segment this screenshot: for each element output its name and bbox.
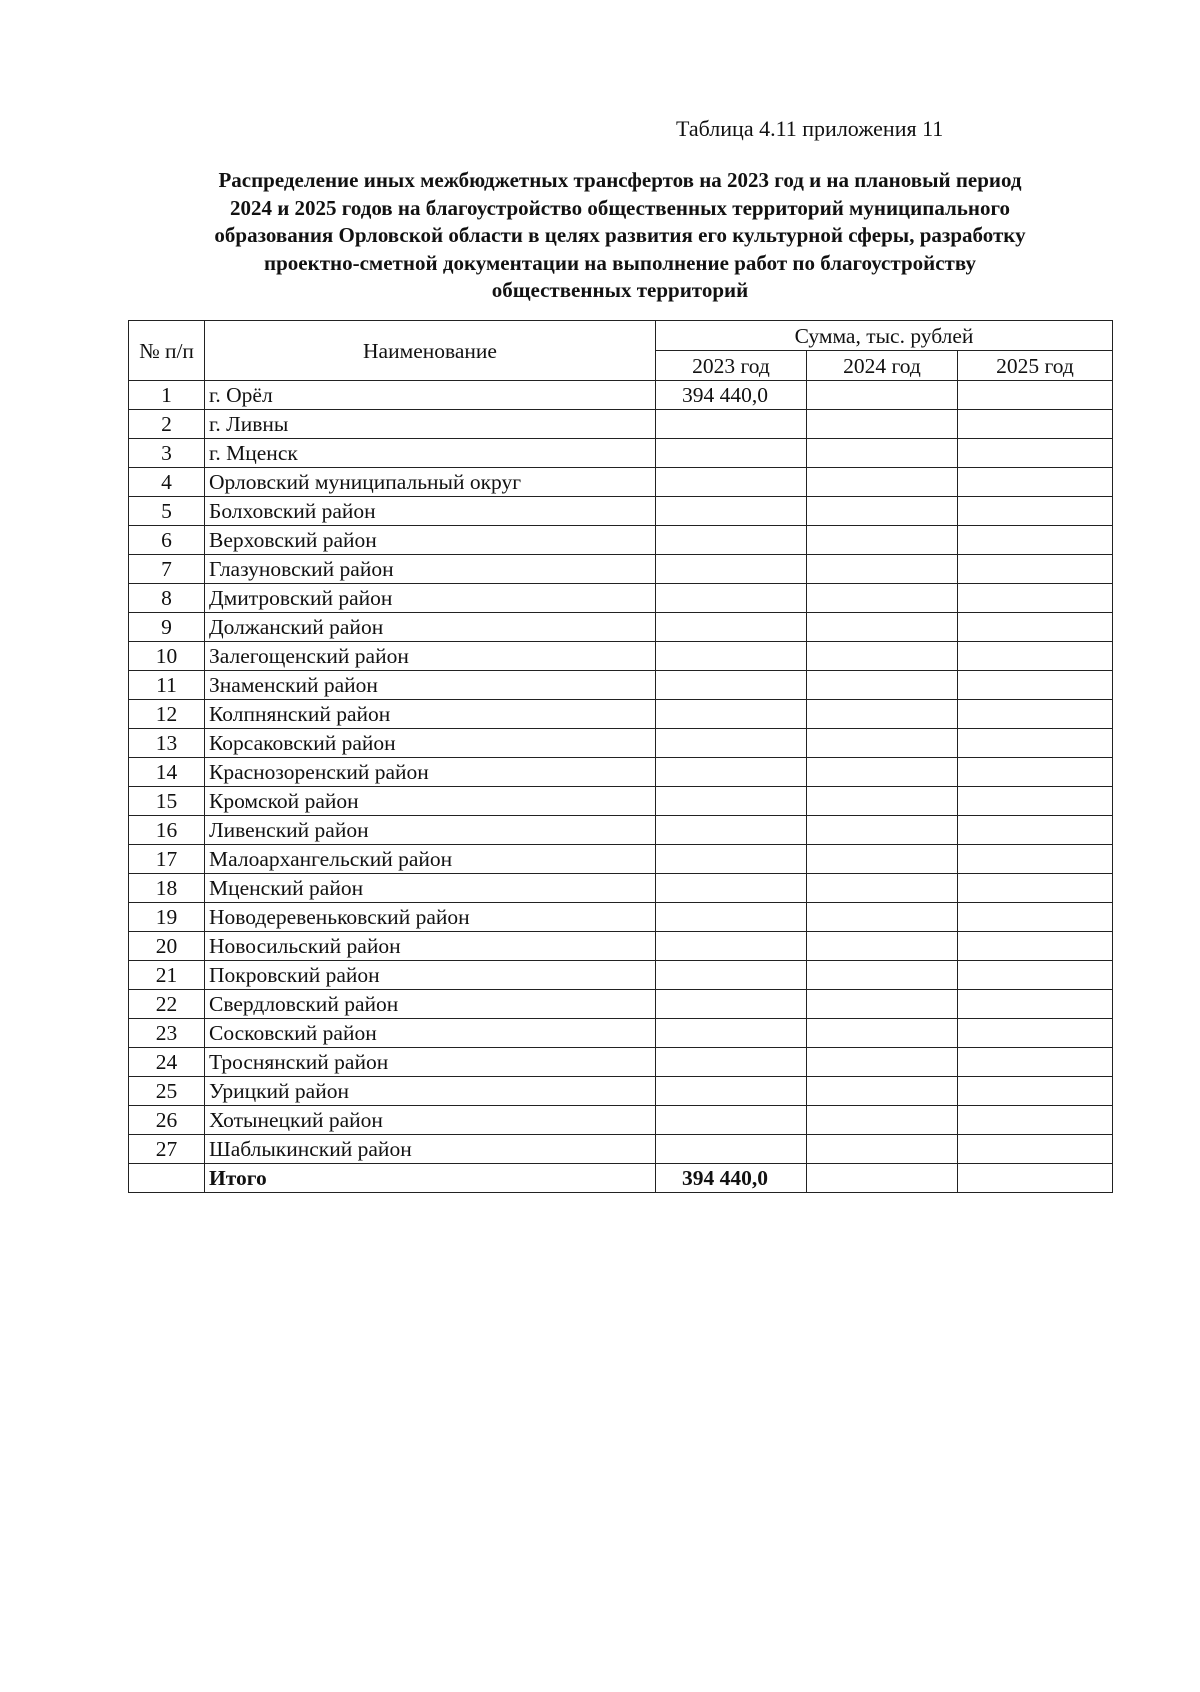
row-value-2025	[958, 845, 1113, 874]
row-name: Кромской район	[205, 787, 656, 816]
table-row	[129, 1135, 1113, 1164]
row-value-2023	[656, 1135, 807, 1164]
table-row	[129, 845, 1113, 874]
row-number: 7	[129, 555, 205, 584]
row-value-2025	[958, 961, 1113, 990]
document-title	[130, 167, 1110, 305]
row-value-2024	[807, 787, 958, 816]
row-name: Должанский район	[205, 613, 656, 642]
table-row	[129, 816, 1113, 845]
table-row	[129, 729, 1113, 758]
table-row	[129, 584, 1113, 613]
row-value-2024	[807, 613, 958, 642]
title-line: 2024 и 2025 годов на благоустройство общественных территорий муниципального	[229, 195, 1011, 220]
row-value-2025	[958, 555, 1113, 584]
row-number: 22	[129, 990, 205, 1019]
row-value-2023	[656, 1106, 807, 1135]
header-year-2025: 2025 год	[958, 351, 1113, 381]
row-value-2024	[807, 410, 958, 439]
row-name: Верховский район	[205, 526, 656, 555]
row-value-2023	[656, 874, 807, 903]
table-row	[129, 439, 1113, 468]
row-number: 2	[129, 410, 205, 439]
table-row	[129, 990, 1113, 1019]
row-name: Новосильский район	[205, 932, 656, 961]
table-row	[129, 642, 1113, 671]
row-value-2025	[958, 1077, 1113, 1106]
row-number: 19	[129, 903, 205, 932]
total-label: Итого	[205, 1164, 656, 1193]
row-name: Хотынецкий район	[205, 1106, 656, 1135]
row-value-2024	[807, 526, 958, 555]
row-value-2024	[807, 845, 958, 874]
row-number: 27	[129, 1135, 205, 1164]
row-value-2024	[807, 903, 958, 932]
row-name: Ливенский район	[205, 816, 656, 845]
row-value-2025	[958, 439, 1113, 468]
row-value-2025	[958, 526, 1113, 555]
distribution-table	[128, 320, 1113, 1193]
table-row	[129, 613, 1113, 642]
row-value-2023	[656, 1048, 807, 1077]
row-value-2023	[656, 642, 807, 671]
table-row	[129, 1106, 1113, 1135]
table-row	[129, 526, 1113, 555]
table-row	[129, 410, 1113, 439]
row-value-2024	[807, 700, 958, 729]
table-row	[129, 671, 1113, 700]
row-name: г. Орёл	[205, 381, 656, 410]
row-value-2025	[958, 874, 1113, 903]
row-number: 24	[129, 1048, 205, 1077]
row-value-2024	[807, 497, 958, 526]
table-row	[129, 1019, 1113, 1048]
row-value-2025	[958, 932, 1113, 961]
row-name: Залегощенский район	[205, 642, 656, 671]
row-number: 15	[129, 787, 205, 816]
table-row	[129, 874, 1113, 903]
row-number: 14	[129, 758, 205, 787]
row-value-2023	[656, 700, 807, 729]
table-row	[129, 932, 1113, 961]
row-name: Краснозоренский район	[205, 758, 656, 787]
table-reference: Таблица 4.11 приложения 11	[676, 116, 944, 141]
row-value-2023	[656, 729, 807, 758]
row-value-2025	[958, 816, 1113, 845]
table-row	[129, 468, 1113, 497]
row-value-2023	[656, 816, 807, 845]
row-name: Сосковский район	[205, 1019, 656, 1048]
row-value-2024	[807, 816, 958, 845]
row-name: Шаблыкинский район	[205, 1135, 656, 1164]
row-value-2023	[656, 439, 807, 468]
row-name: Колпнянский район	[205, 700, 656, 729]
row-value-2023	[656, 671, 807, 700]
row-value-2023	[656, 758, 807, 787]
row-value-2023	[656, 613, 807, 642]
row-name: г. Ливны	[205, 410, 656, 439]
row-value-2024	[807, 381, 958, 410]
row-value-2023	[656, 1019, 807, 1048]
row-name: Малоархангельский район	[205, 845, 656, 874]
row-value-2025	[958, 1048, 1113, 1077]
row-value-2025	[958, 700, 1113, 729]
title-line: проектно-сметной документации на выполнение работ по благоустройству	[264, 250, 976, 275]
table-row	[129, 961, 1113, 990]
row-value-2023	[656, 932, 807, 961]
row-value-2025	[958, 584, 1113, 613]
row-name: г. Мценск	[205, 439, 656, 468]
row-value-2024	[807, 468, 958, 497]
row-value-2023	[656, 410, 807, 439]
table-row	[129, 1048, 1113, 1077]
row-value-2025	[958, 468, 1113, 497]
row-value-2023	[656, 555, 807, 584]
row-value-2024	[807, 1135, 958, 1164]
row-number: 10	[129, 642, 205, 671]
row-value-2025	[958, 410, 1113, 439]
table-row	[129, 497, 1113, 526]
row-name: Болховский район	[205, 497, 656, 526]
row-value-2024	[807, 1077, 958, 1106]
row-number: 4	[129, 468, 205, 497]
row-number: 18	[129, 874, 205, 903]
row-value-2023	[656, 468, 807, 497]
table-body	[129, 381, 1113, 1193]
row-value-2024	[807, 729, 958, 758]
row-value-2025	[958, 903, 1113, 932]
row-name: Знаменский район	[205, 671, 656, 700]
row-number: 9	[129, 613, 205, 642]
row-value-2024	[807, 555, 958, 584]
row-value-2023	[656, 584, 807, 613]
row-name: Орловский муниципальный округ	[205, 468, 656, 497]
row-value-2025	[958, 758, 1113, 787]
row-number: 11	[129, 671, 205, 700]
header-year-2023: 2023 год	[656, 351, 807, 381]
row-value-2025	[958, 1106, 1113, 1135]
row-value-2024	[807, 758, 958, 787]
row-value-2024	[807, 932, 958, 961]
table-row	[129, 381, 1113, 410]
table-row	[129, 787, 1113, 816]
title-line: общественных территорий	[491, 278, 749, 302]
table-row	[129, 555, 1113, 584]
row-value-2024	[807, 671, 958, 700]
row-name: Урицкий район	[205, 1077, 656, 1106]
total-number	[129, 1164, 205, 1193]
row-value-2025	[958, 729, 1113, 758]
title-line: образования Орловской области в целях развития его культурной сферы, разработку	[214, 223, 1026, 247]
row-number: 16	[129, 816, 205, 845]
row-value-2024	[807, 961, 958, 990]
total-2025	[958, 1164, 1113, 1193]
row-value-2024	[807, 1106, 958, 1135]
row-number: 8	[129, 584, 205, 613]
row-value-2025	[958, 497, 1113, 526]
row-name: Глазуновский район	[205, 555, 656, 584]
row-number: 6	[129, 526, 205, 555]
row-value-2024	[807, 584, 958, 613]
row-name: Дмитровский район	[205, 584, 656, 613]
row-number: 20	[129, 932, 205, 961]
row-number: 25	[129, 1077, 205, 1106]
row-number: 23	[129, 1019, 205, 1048]
row-value-2023: 394 440,0	[656, 381, 807, 410]
row-value-2024	[807, 1019, 958, 1048]
row-number: 1	[129, 381, 205, 410]
table-row	[129, 1077, 1113, 1106]
row-value-2024	[807, 439, 958, 468]
row-value-2025	[958, 613, 1113, 642]
row-value-2025	[958, 990, 1113, 1019]
row-name: Корсаковский район	[205, 729, 656, 758]
total-row	[129, 1164, 1113, 1193]
row-number: 26	[129, 1106, 205, 1135]
row-value-2025	[958, 1135, 1113, 1164]
row-value-2023	[656, 1077, 807, 1106]
row-name: Новодеревеньковский район	[205, 903, 656, 932]
row-name: Покровский район	[205, 961, 656, 990]
row-value-2023	[656, 526, 807, 555]
row-name: Мценский район	[205, 874, 656, 903]
row-value-2024	[807, 990, 958, 1019]
row-value-2024	[807, 874, 958, 903]
row-number: 13	[129, 729, 205, 758]
table-row	[129, 903, 1113, 932]
total-2024	[807, 1164, 958, 1193]
row-value-2023	[656, 787, 807, 816]
row-value-2024	[807, 642, 958, 671]
table-row	[129, 700, 1113, 729]
row-value-2025	[958, 787, 1113, 816]
row-number: 17	[129, 845, 205, 874]
row-value-2023	[656, 903, 807, 932]
row-value-2024	[807, 1048, 958, 1077]
table-row	[129, 758, 1113, 787]
row-number: 3	[129, 439, 205, 468]
row-number: 12	[129, 700, 205, 729]
row-value-2023	[656, 497, 807, 526]
row-name: Троснянский район	[205, 1048, 656, 1077]
total-2023: 394 440,0	[656, 1164, 807, 1193]
row-number: 5	[129, 497, 205, 526]
row-value-2025	[958, 642, 1113, 671]
title-line: Распределение иных межбюджетных трансфертов на 2023 год и на плановый период	[218, 168, 1022, 192]
row-value-2025	[958, 381, 1113, 410]
header-name: Наименование	[205, 321, 656, 381]
row-name: Свердловский район	[205, 990, 656, 1019]
header-year-2024: 2024 год	[807, 351, 958, 381]
row-value-2025	[958, 671, 1113, 700]
row-value-2023	[656, 845, 807, 874]
row-value-2025	[958, 1019, 1113, 1048]
header-sum: Сумма, тыс. рублей	[656, 321, 1113, 351]
header-number: № п/п	[129, 321, 205, 381]
table-header	[129, 321, 1113, 381]
row-value-2023	[656, 990, 807, 1019]
row-number: 21	[129, 961, 205, 990]
row-value-2023	[656, 961, 807, 990]
